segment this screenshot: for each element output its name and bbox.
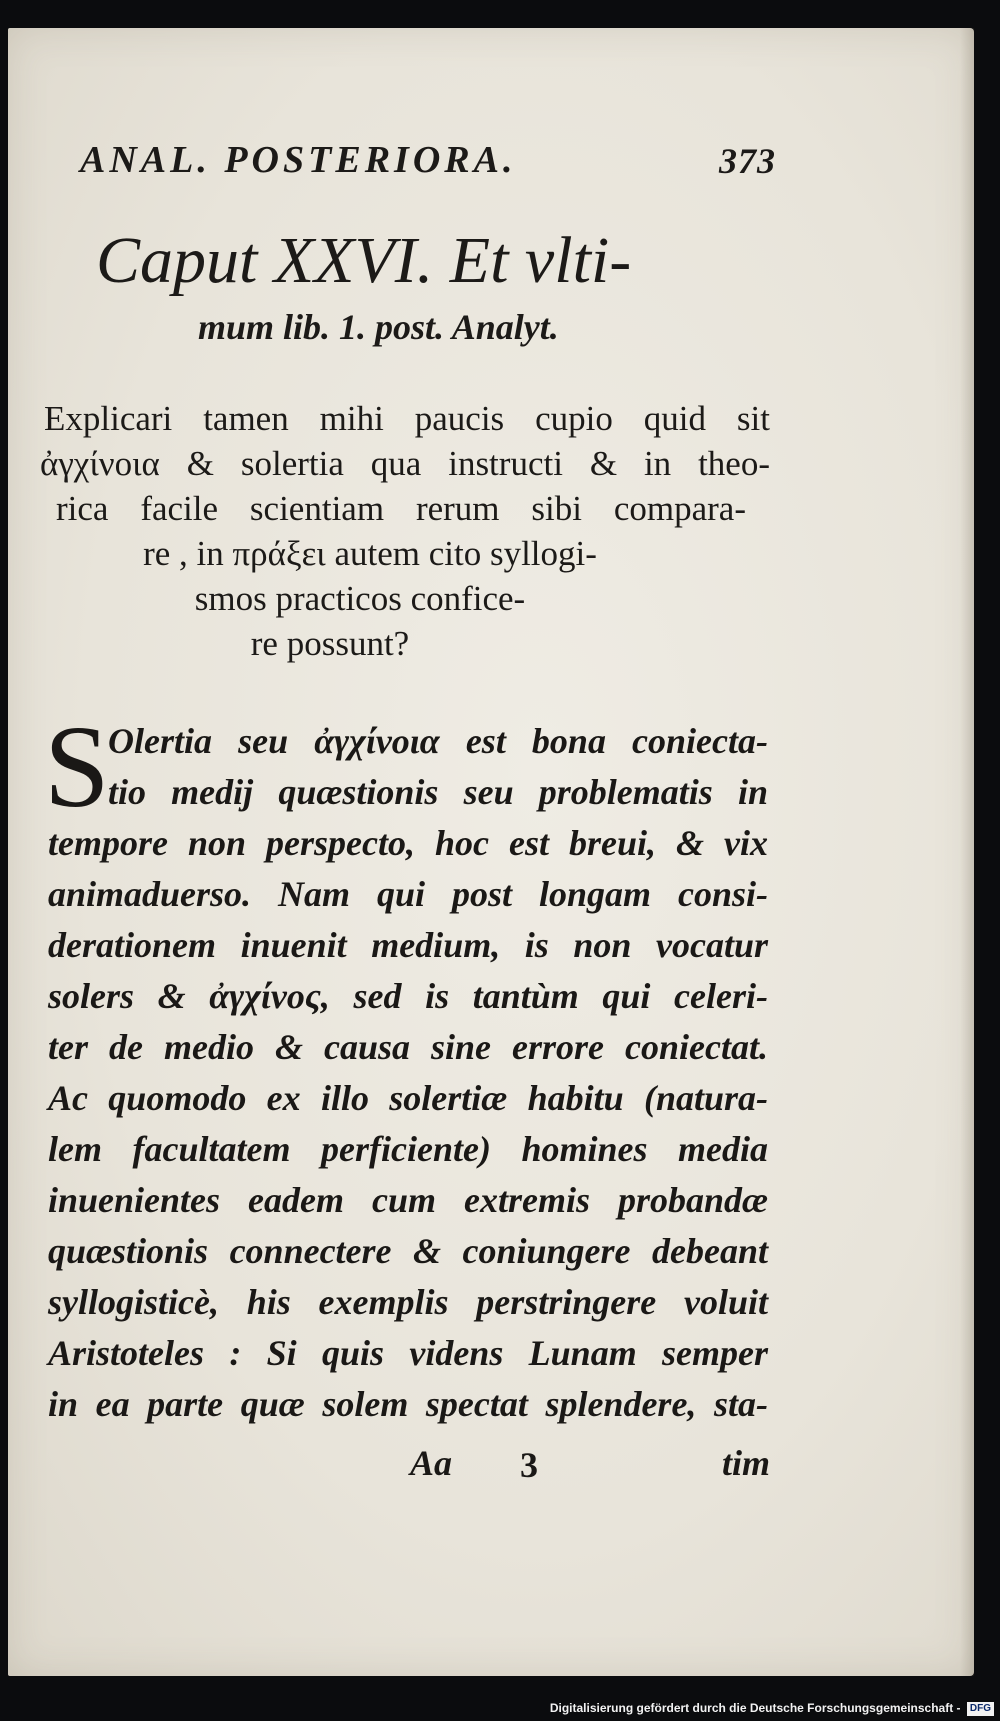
body-line: animaduerso. Nam qui post longam consi- [48,874,768,914]
body-line: lem facultatem perficiente) homines media [48,1129,768,1169]
page-edge-shadow [960,28,974,1676]
body-paragraph [48,716,768,1430]
catchword: tim [721,1443,770,1483]
body-line: Ac quomodo ex illo solertiæ habitu (natura- [48,1078,768,1118]
body-line: tio medij quæstionis seu problematis in [108,772,768,812]
signature-mark: Aa [410,1443,453,1483]
summary-line: re possunt? [250,624,410,663]
footer-text: Digitalisierung gefördert durch die Deutsche Forschungsgemeinschaft - [549,1701,961,1715]
dfg-logo: DFG [967,1702,994,1716]
chapter-summary [40,396,770,666]
summary-line: re , in πράξει autem cito syllogi- [143,534,597,573]
running-head-title: ANAL. POSTERIORA. [80,139,517,181]
body-line: solers & ἀγχίνος, sed is tantùm qui celeri- [48,976,768,1016]
summary-line: smos practicos confice- [194,579,526,618]
body-line: Aristoteles : Si quis videns Lunam semper [48,1333,768,1373]
body-line: in ea parte quæ solem spectat splendere, sta- [48,1384,768,1424]
summary-line: ἀγχίνοια & solertia qua instructi & in theo- [40,444,770,483]
drop-cap: S [44,701,110,832]
summary-line: Explicari tamen mihi paucis cupio quid sit [44,399,770,438]
page-number: 373 [719,141,776,181]
body-line: quæstionis connectere & coniungere debeant [48,1231,768,1271]
catchline [400,1442,770,1492]
running-head [80,138,776,198]
signature-number: 3 [520,1445,538,1485]
body-line: syllogisticè, his exemplis perstringere voluit [48,1282,768,1322]
chapter-subtitle: mum lib. 1. post. Analyt. [198,307,559,347]
body-line: ter de medio & causa sine errore coniectat. [48,1027,768,1067]
body-line: tempore non perspecto, hoc est breui, & vix [48,823,768,863]
body-line: Olertia seu ἀγχίνοια est bona coniecta- [108,721,768,761]
body-line: derationem inuenit medium, is non vocatur [48,925,768,965]
digitization-footer [550,1699,994,1717]
chapter-title: Caput XXVI. Et vlti- [96,224,632,297]
body-line: inuenientes eadem cum extremis probandæ [48,1180,768,1220]
summary-line: rica facile scientiam rerum sibi compara- [56,489,746,528]
